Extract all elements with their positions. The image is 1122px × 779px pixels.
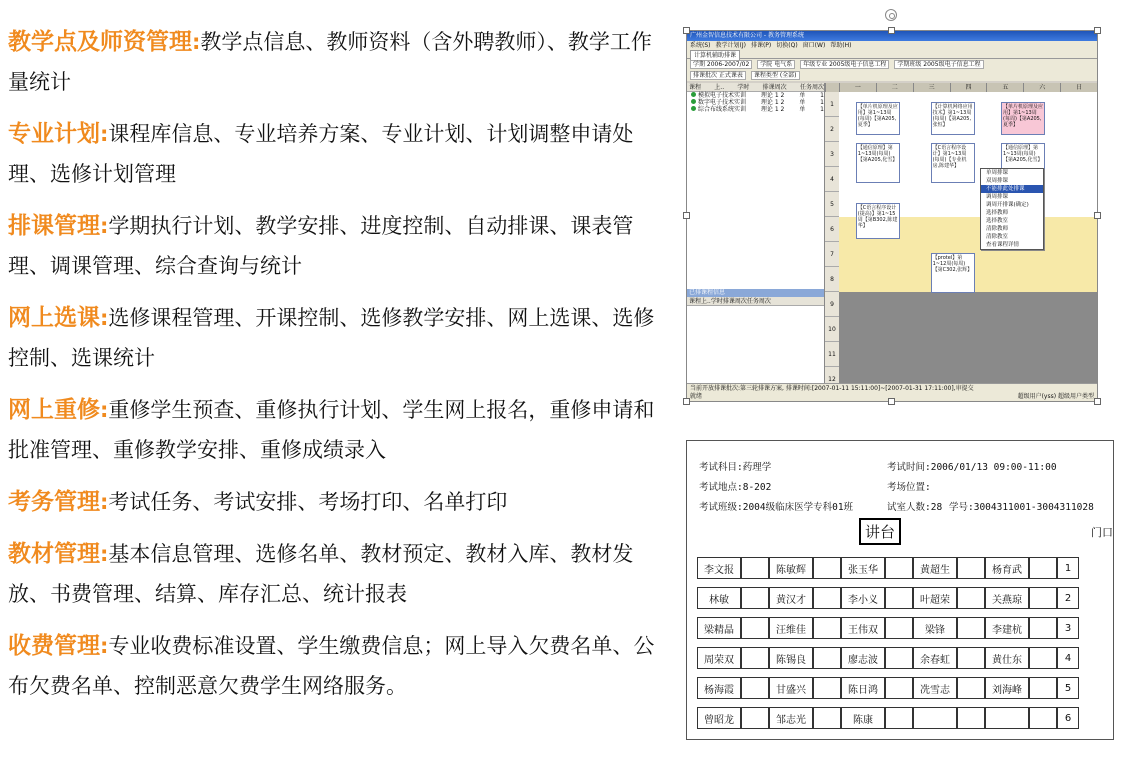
resize-handle-tl[interactable] [683, 27, 690, 34]
feature-text: 考试任务、考试安排、考场打印、名单打印 [108, 490, 508, 514]
feature-colon: : [100, 634, 109, 658]
seat-empty [741, 557, 769, 579]
status-ready: 就绪 [690, 393, 703, 400]
student-name: 梁精晶 [697, 617, 741, 639]
student-name: 余春虹 [913, 647, 957, 669]
row-number: 2 [1057, 587, 1079, 609]
feature-title: 收费管理 [8, 633, 100, 659]
feature-paragraph [8, 534, 670, 614]
student-name: 王伟双 [841, 617, 885, 639]
seat-empty [741, 647, 769, 669]
course-row[interactable] [687, 106, 824, 113]
course-cell[interactable]: 【通信原理】第1~13周(每周)【第A205,化雪】 [856, 143, 900, 183]
seat-empty [1029, 587, 1057, 609]
column-header[interactable]: 学时 [710, 298, 723, 305]
feature-text: 基本信息管理、选修名单、教材预定、教材入库、教材发放、书费管理、结算、库存汇总、统计报表 [8, 542, 634, 606]
seat-empty [1029, 647, 1057, 669]
feature-paragraph [8, 206, 670, 286]
status-bar: 当前开放排课批次:第三轮排课方案, 排课时间:[2007-01-11 15:11:00]~[2007-01-31 17:11:00],审提交 [687, 383, 1097, 393]
filter-select[interactable]: 学期班级 2005级电子信息工程 [894, 60, 983, 69]
scheduling-app-screenshot [686, 30, 1098, 402]
tab-bar [687, 50, 1097, 59]
course-count: 1 [820, 99, 824, 106]
feature-paragraph [8, 482, 670, 522]
feature-text: 重修学生预查、重修执行计划、学生网上报名，重修申请和批准管理、重修教学安排、重修成绩录入 [8, 398, 655, 462]
student-name: 陈日鸿 [841, 677, 885, 699]
seat-empty [957, 647, 985, 669]
seat-empty [885, 617, 913, 639]
period-column [825, 92, 839, 383]
course-row[interactable] [687, 99, 824, 106]
exam-class: 考试班级:2004级临床医学专科01班 [699, 502, 854, 513]
seat-empty [1029, 557, 1057, 579]
exam-room-position: 考场位置: [887, 482, 931, 493]
exam-ids: 学号:3004311001-3004311028 [949, 502, 1094, 513]
student-name [985, 707, 1029, 729]
menu-item[interactable]: 切换(Q) [776, 42, 798, 49]
student-name: 黄汉才 [769, 587, 813, 609]
scheduled-header [687, 297, 824, 306]
student-name: 李小义 [841, 587, 885, 609]
period-cell: 11 [825, 342, 839, 367]
course-count: 1 [820, 92, 824, 99]
filter-select[interactable]: 课程类型 (全部) [751, 71, 800, 80]
seat-empty [813, 677, 841, 699]
period-cell: 7 [825, 242, 839, 267]
feature-text: 专业收费标准设置、学生缴费信息；网上导入欠费名单、公布欠费名单、控制恶意欠费学生网络服务。 [8, 634, 655, 698]
seat-row [697, 557, 1079, 579]
feature-list [8, 22, 670, 718]
seat-empty [957, 587, 985, 609]
student-name: 杨育武 [985, 557, 1029, 579]
resize-handle-t[interactable] [888, 27, 895, 34]
row-number: 3 [1057, 617, 1079, 639]
context-menu-item[interactable]: 调周开排课(确定) [986, 202, 1029, 208]
course-tree [687, 83, 825, 383]
feature-paragraph [8, 114, 670, 194]
exam-count: 试室人数:28 [887, 502, 943, 513]
feature-colon: : [100, 122, 109, 146]
student-name: 廖志波 [841, 647, 885, 669]
course-type: 理论 1 2 [760, 92, 785, 99]
column-header[interactable]: 任务周次 [746, 298, 771, 305]
course-cell[interactable]: 【通信原理】第1~13周(每周)【第A205,化雪】 [1001, 143, 1045, 183]
feature-paragraph [8, 390, 670, 470]
exam-subject: 考试科目:药理学 [699, 462, 772, 473]
feature-title: 排课管理 [8, 213, 100, 239]
course-name: 模拟电子技术实训 [691, 92, 746, 99]
student-name: 李文报 [697, 557, 741, 579]
feature-paragraph [8, 626, 670, 706]
feature-colon: : [100, 542, 109, 566]
seat-row [697, 677, 1079, 699]
feature-title: 教学点及师资管理 [8, 29, 192, 55]
day-header-cell: 三 [913, 83, 950, 92]
menu-item[interactable]: 排课(P) [750, 42, 772, 49]
seat-empty [741, 587, 769, 609]
timetable-grid[interactable] [825, 83, 1097, 383]
rotate-handle-icon[interactable] [885, 9, 897, 21]
feature-title: 考务管理 [8, 489, 100, 515]
seat-empty [885, 587, 913, 609]
seat-row [697, 587, 1079, 609]
student-name: 甘盛兴 [769, 677, 813, 699]
period-cell: 9 [825, 292, 839, 317]
feature-title: 专业计划 [8, 121, 100, 147]
seat-empty [1029, 677, 1057, 699]
period-cell: 12 [825, 367, 839, 392]
student-name: 黄超生 [913, 557, 957, 579]
course-name: 数字电子技术实训 [691, 99, 746, 106]
student-name: 曾昭龙 [697, 707, 741, 729]
context-menu-item[interactable]: 查看课程详情 [986, 242, 1020, 248]
course-row[interactable] [687, 92, 824, 99]
menu-bar [687, 41, 1097, 50]
course-cell[interactable]: 【单片机原理及应用】第1~13周(每周)【第A205,夏季】 [856, 102, 900, 135]
course-week: 单 [799, 92, 806, 99]
filter-select[interactable]: 学期 2006-2007/02 [690, 60, 752, 69]
day-header-cell: 四 [950, 83, 987, 92]
day-header-cell: 一 [839, 83, 876, 92]
filter-bar-2 [687, 70, 1097, 81]
context-menu-item[interactable]: 清除教师 [986, 226, 1009, 232]
seat-empty [813, 587, 841, 609]
student-name: 汪维佳 [769, 617, 813, 639]
column-header[interactable]: 排课周次 [762, 84, 787, 91]
column-header[interactable]: 学时 [737, 84, 750, 91]
seat-empty [813, 557, 841, 579]
seat-empty [813, 617, 841, 639]
row-number: 5 [1057, 677, 1079, 699]
period-cell: 3 [825, 142, 839, 167]
exam-place: 考试地点:8-202 [699, 482, 772, 493]
menu-item[interactable]: 帮助(H) [830, 42, 852, 49]
seat-empty [885, 557, 913, 579]
menu-item[interactable]: 系统(S) [690, 42, 711, 49]
column-header[interactable]: 排课周次 [722, 298, 747, 305]
day-header-cell: 二 [876, 83, 913, 92]
seat-empty [741, 677, 769, 699]
period-cell: 4 [825, 167, 839, 192]
feature-colon: : [192, 30, 201, 54]
context-menu-item[interactable]: 选择教室 [986, 218, 1009, 224]
course-cell[interactable]: 【计算机网络应用技术】第1~13周(每周)【第A205,张恒】 [931, 102, 975, 135]
course-cell[interactable]: 【C语言程序设计(提高)】第1~15周【第B302,陈建华】 [856, 203, 900, 239]
seat-empty [885, 647, 913, 669]
course-tree-header [687, 83, 824, 92]
feature-paragraph [8, 298, 670, 378]
student-name: 陈锡良 [769, 647, 813, 669]
feature-text: 选修课程管理、开课控制、选修教学安排、网上选课、选修控制、选课统计 [8, 306, 655, 370]
context-menu-item[interactable]: 清除教室 [986, 234, 1009, 240]
feature-title: 教材管理 [8, 541, 100, 567]
context-menu-item[interactable]: 双周排课 [986, 178, 1009, 184]
column-header[interactable]: 上.. [714, 84, 725, 91]
seat-empty [813, 707, 841, 729]
column-header[interactable]: 课程 [689, 84, 702, 91]
exam-seating-sheet [686, 440, 1114, 740]
student-name: 梁锋 [913, 617, 957, 639]
period-cell: 6 [825, 217, 839, 242]
resize-handle-bl[interactable] [683, 398, 690, 405]
row-number: 4 [1057, 647, 1079, 669]
seat-empty [741, 617, 769, 639]
resize-handle-r[interactable] [1094, 212, 1101, 219]
context-menu [980, 168, 1044, 250]
student-name: 冼雪志 [913, 677, 957, 699]
resize-handle-tr[interactable] [1094, 27, 1101, 34]
day-header-cell: 日 [1060, 83, 1097, 92]
student-name: 黄仕东 [985, 647, 1029, 669]
seat-empty [957, 557, 985, 579]
seat-empty [1029, 707, 1057, 729]
resize-handle-b[interactable] [888, 398, 895, 405]
feature-text: 学期执行计划、教学安排、进度控制、自动排课、课表管理、调课管理、综合查询与统计 [8, 214, 634, 278]
student-name: 林敏 [697, 587, 741, 609]
app-body [687, 83, 1097, 383]
course-cell[interactable]: 【C语言程序设计】第1~13周(每周)【专业机房,陈建华】 [931, 143, 975, 183]
row-number: 1 [1057, 557, 1079, 579]
student-name: 邹志光 [769, 707, 813, 729]
seat-row [697, 617, 1079, 639]
student-name: 关燕琼 [985, 587, 1029, 609]
context-menu-item[interactable]: 调周排课 [986, 194, 1009, 200]
column-header[interactable]: 上.. [701, 298, 711, 305]
course-type: 理论 1 2 [760, 106, 785, 113]
seat-empty [1029, 617, 1057, 639]
menu-item[interactable]: 教学计划(J) [715, 42, 746, 49]
feature-title: 网上选课 [8, 305, 100, 331]
resize-handle-br[interactable] [1094, 398, 1101, 405]
feature-text: 课程库信息、专业培养方案、专业计划、计划调整申请处理、选修计划管理 [8, 122, 634, 186]
door: 门口 [1091, 526, 1113, 539]
seat-empty [957, 617, 985, 639]
course-cell[interactable]: 【单片机原理及应用】第1~13周(每周)【第A205,夏季】 [1001, 102, 1045, 135]
period-cell: 1 [825, 92, 839, 117]
student-name: 陈敏辉 [769, 557, 813, 579]
day-header-cell: 六 [1023, 83, 1060, 92]
student-name: 叶超荣 [913, 587, 957, 609]
filter-bar [687, 59, 1097, 70]
tab-auto-scheduling[interactable]: 计算机辅助排课 [690, 50, 740, 60]
seat-empty [741, 707, 769, 729]
context-menu-item[interactable]: 不能排此处排课 [981, 185, 1043, 193]
student-name: 张玉华 [841, 557, 885, 579]
feature-colon: : [100, 490, 109, 514]
podium: 讲台 [859, 518, 901, 545]
seat-empty [885, 707, 913, 729]
menu-item[interactable]: 窗口(W) [802, 42, 826, 49]
course-status-icon [691, 99, 696, 104]
course-count: 1 [820, 106, 824, 113]
feature-colon: : [100, 306, 109, 330]
app-title: 广州金智信息技术有限公司 - 教务管理系统 [687, 31, 1097, 41]
student-name: 李建杭 [985, 617, 1029, 639]
seat-row [697, 647, 1079, 669]
filter-select[interactable]: 年级专业 2005级电子信息工程 [800, 60, 889, 69]
context-menu-item[interactable]: 单周排课 [986, 170, 1009, 176]
feature-text: 教学点信息、教师资料（含外聘教师）、教学工作量统计 [8, 30, 652, 94]
student-name: 周荣双 [697, 647, 741, 669]
feature-paragraph [8, 22, 670, 102]
course-week: 单 [799, 106, 806, 113]
resize-handle-l[interactable] [683, 212, 690, 219]
column-header[interactable]: 任务周次 [799, 84, 824, 91]
seat-empty [957, 677, 985, 699]
seat-empty [957, 707, 985, 729]
student-name: 陈康 [841, 707, 885, 729]
course-cell[interactable]: 【protel】第1~12周(每周)【第C302,张辉】 [931, 253, 975, 293]
status-user: 超级用户(yss) 超级用户类型 [1017, 393, 1094, 400]
course-name: 综合布线系统实训 [691, 106, 746, 113]
filter-select[interactable]: 学院 电气系 [757, 60, 795, 69]
period-cell: 2 [825, 117, 839, 142]
filter-select[interactable]: 排课批次 正式课表 [690, 71, 746, 80]
row-number: 6 [1057, 707, 1079, 729]
evening-zone [839, 292, 1097, 393]
seat-table [697, 549, 1079, 737]
column-header[interactable]: 课程 [689, 298, 702, 305]
student-name [913, 707, 957, 729]
exam-time: 考试时间:2006/01/13 09:00-11:00 [887, 462, 1057, 473]
feature-title: 网上重修 [8, 397, 100, 423]
period-cell: 10 [825, 317, 839, 342]
feature-colon: : [100, 398, 109, 422]
day-header-cell [825, 83, 839, 92]
seat-empty [885, 677, 913, 699]
course-week: 单 [799, 99, 806, 106]
context-menu-item[interactable]: 选择教师 [986, 210, 1009, 216]
day-header [825, 83, 1097, 92]
student-name: 刘海峰 [985, 677, 1029, 699]
period-cell: 5 [825, 192, 839, 217]
seat-empty [813, 647, 841, 669]
course-type: 理论 1 2 [760, 99, 785, 106]
feature-colon: : [100, 214, 109, 238]
course-status-icon [691, 106, 696, 111]
course-status-icon [691, 92, 696, 97]
student-name: 杨海霞 [697, 677, 741, 699]
period-cell: 8 [825, 267, 839, 292]
seat-row [697, 707, 1079, 729]
day-header-cell: 五 [986, 83, 1023, 92]
scheduled-section-title: 已排课程信息 [687, 289, 824, 297]
